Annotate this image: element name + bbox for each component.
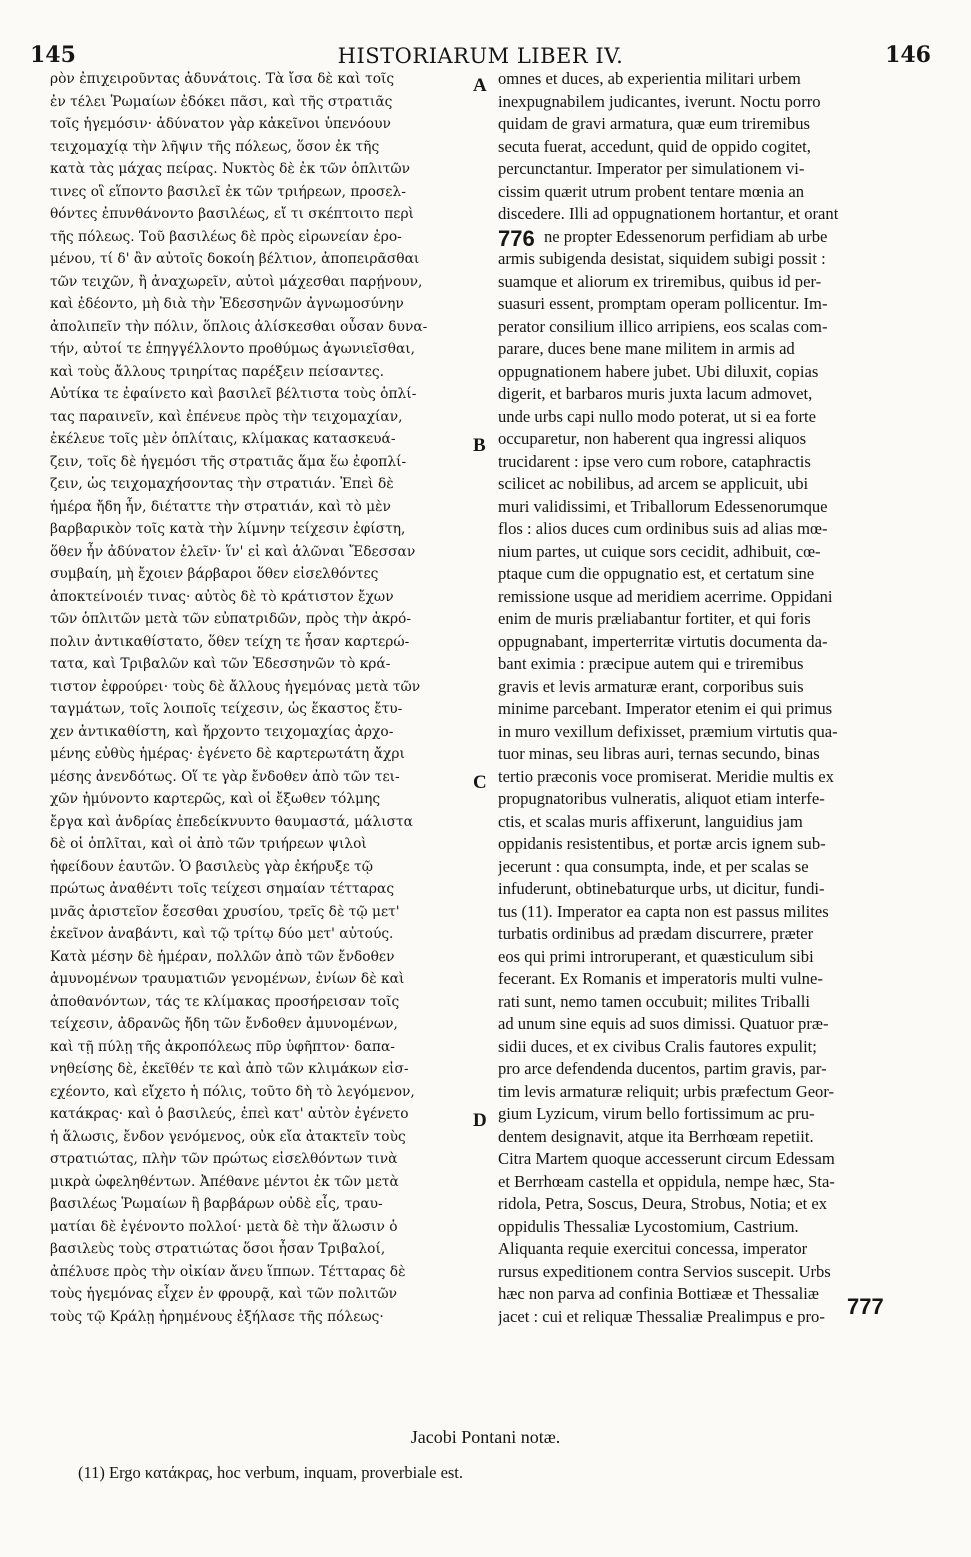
greek-text-line: ἀπολιπεῖν τὴν πόλιν, ὅπλοις ἁλίσκεσθαι οὖσαν δυνα-: [50, 318, 428, 335]
latin-text-line: bant eximia : præcipue autem qui e triremibus: [498, 654, 804, 673]
greek-text-line: χεν ἀντικαθίστη, καὶ ἤρχοντο τειχομαχίας ἀρχο-: [50, 723, 394, 740]
marginal-number-777: 777: [847, 1294, 884, 1319]
greek-text-line: μέσης ἀνενδότως. Οἵ τε γὰρ ἔνδοθεν ἀπὸ τῶν τει-: [50, 768, 400, 785]
greek-text-line: ἐκεῖνον ἀναβάντι, καὶ τῷ τρίτῳ δύο μετ' αὐτούς.: [50, 926, 394, 942]
latin-text-line: percunctantur. Imperator per simulationem vi-: [498, 159, 805, 178]
section-letter-c: C: [473, 772, 487, 793]
latin-text-line: Citra Martem quoque accesserunt circum Edessam: [498, 1149, 835, 1168]
greek-text-line: πρώτως ἀναθέντι τοῖς τείχεσι σημαίαν τέτταρας: [50, 881, 395, 897]
greek-text-line: ἐκέλευε τοῖς μὲν ὁπλίταις, κλίμακας κατασκευά-: [50, 431, 396, 447]
marginal-number-776: 776: [498, 226, 535, 251]
greek-text-line: ἡ ἅλωσις, ἔνδον γενόμενος, οὐκ εἴα ἀτακτεῖν τοὺς: [50, 1128, 406, 1145]
greek-text-line: τοὺς τῷ Κράλῃ ἠρημένους ἐξήλασε τῆς πόλεως·: [50, 1308, 384, 1325]
greek-text-line: Κατὰ μέσην δὲ ἡμέραν, πολλῶν ἀπὸ τῶν ἔνδοθεν: [50, 948, 395, 965]
footnote-11: (11) Ergo κατάκρας, hoc verbum, inquam, proverbiale est.: [78, 1463, 464, 1482]
latin-text-line: minime parcebant. Imperator etenim ei qui primus: [498, 699, 833, 718]
latin-text-line: oppugnationem habere jubet. Ubi diluxit, copias: [498, 361, 819, 381]
page-number-left: 145: [30, 42, 76, 68]
greek-text-line: ρὸν ἐπιχειροῦντας ἀδυνάτοις. Τὰ ἴσα δὲ καὶ τοῖς: [50, 71, 395, 87]
latin-text-line: ctis, et scalas muris affixerunt, languidius jam: [498, 811, 803, 831]
greek-text-line: τατα, καὶ Τριβαλῶν καὶ τῶν Ἐδεσσηνῶν τὸ κρά-: [50, 656, 391, 672]
greek-text-line: ματίαι δὲ ἐγένοντο πολλοί· μετὰ δὲ τὴν ἅλωσιν ὁ: [50, 1218, 398, 1235]
greek-text-line: ὅθεν ἦν ἀδύνατον ἑλεῖν· ἵν' εἰ καὶ ἁλῶναι Ἔδεσσαν: [50, 543, 416, 560]
latin-text-line: tuor minas, seu libras auri, ternas secundo, binas: [498, 744, 820, 763]
greek-text-line: μικρὰ ὠφεληθέντων. Ἀπέθανε μέντοι ἐκ τῶν μετὰ: [50, 1173, 399, 1190]
latin-text-line: Aliquanta requie exercitui concessa, imperator: [498, 1239, 808, 1258]
greek-text-line: τιστον ἐφρούρει· τοὺς δὲ ἄλλους ἡγεμόνας μετὰ τῶν: [50, 678, 421, 695]
greek-text-line: τείχεσιν, ἀδρανῶς ἤδη τῶν ἔνδοθεν ἀμυνομένων,: [50, 1016, 398, 1032]
latin-text-line: et Berrhœam castella et oppidula, nempe hæc, Sta-: [498, 1171, 835, 1191]
latin-text-line: fecerant. Ex Romanis et imperatoris multi vulne-: [498, 969, 823, 988]
latin-text-line: dentem designavit, atque ita Berrhœam repetiit.: [498, 1126, 814, 1146]
greek-text-line: τοῖς ἡγεμόσιν· ἀδύνατον γὰρ κἀκεῖνοι ὑπενόουν: [50, 116, 391, 132]
greek-text-line: κατάκρας· καὶ ὁ βασιλεύς, ἐπεὶ κατ' αὐτὸν ἐγένετο: [50, 1106, 409, 1122]
latin-text-line: occuparetur, non haberent qua ingressi aliquos: [498, 429, 807, 448]
greek-text-line: τῶν ὁπλιτῶν μετὰ τῶν εὐπατριδῶν, πρὸς τὴν ἀκρό-: [50, 611, 412, 627]
latin-text-line: gravis et levis armaturæ erant, corporibus suis: [498, 676, 804, 696]
latin-text-line: tertio præconis voce promiserat. Meridie multis ex: [498, 766, 834, 786]
greek-text-line: ἔργα καὶ ἀνδρίας ἐπεδείκνυντο θαυμαστά, μάλιστα: [50, 813, 413, 830]
latin-text-line: quidam de gravi armatura, quæ eum triremibus: [498, 114, 810, 133]
greek-text-line: καὶ τῇ πύλῃ τῆς ἀκροπόλεως πῦρ ὑφῆπτον· δαπα-: [50, 1038, 395, 1055]
greek-text-line: βασιλεὺς τοὺς στρατιώτας ὅσοι ἦσαν Τριβαλοί,: [50, 1241, 386, 1257]
latin-text-line: tus (11). Imperator ea capta non est passus milites: [498, 901, 829, 921]
greek-text-line: τας παραινεῖν, καὶ ἐπένευε πρὸς τὴν τειχομαχίαν,: [50, 408, 403, 425]
latin-text-line: ne propter Edessenorum perfidiam ab urbe: [544, 226, 828, 246]
greek-text-line: βαρβαρικὸν τοῖς κατὰ τὴν λίμνην τείχεσιν ἐφίστη,: [50, 521, 406, 537]
greek-text-line: κατὰ τὰς μάχας πείρας. Νυκτὸς δὲ ἐκ τῶν ὁπλιτῶν: [50, 161, 411, 177]
latin-text-line: turbatis ordinibus ad prædam discurrere, præter: [498, 924, 814, 943]
greek-text-line: συμβαίη, μὴ ἔχοιεν βάρβαροι ὅθεν εἰσελθόντες: [50, 566, 379, 582]
page-number-right: 146: [885, 42, 931, 68]
latin-text-line: jacet : cui et reliquæ Thessaliæ Prealimpus e pro-: [498, 1306, 825, 1326]
greek-text-line: ἐν τέλει Ῥωμαίων ἐδόκει πᾶσι, καὶ τῆς στρατιᾶς: [50, 93, 393, 110]
latin-text-line: muri validissimi, et Triballorum Edessenorumque: [498, 496, 828, 516]
footnotes-heading: Jacobi Pontani notæ.: [410, 1427, 561, 1447]
greek-text-line: νηθείσης δὲ, ἐκεῖθέν τε καὶ ἀπὸ τῶν κλιμάκων εἰσ-: [50, 1061, 409, 1077]
running-title: HISTORIARUM LIBER IV.: [337, 44, 624, 68]
latin-text-line: omnes et duces, ab experientia militari urbem: [498, 69, 801, 88]
greek-text-line: δὲ οἱ ὁπλῖται, καὶ οἱ ἀπὸ τῶν τριήρεων ψιλοὶ: [50, 836, 367, 852]
latin-text-line: tim levis armaturæ reliquit; urbis præfectum Geor-: [498, 1081, 835, 1101]
latin-text-line: remissione usque ad meridiem acerrime. Oppidani: [498, 586, 833, 606]
greek-text-column: [50, 68, 470, 1328]
latin-text-line: pro arce defendenda ducentos, partim gravis, par-: [498, 1059, 827, 1078]
greek-text-line: μένης εὐθὺς ἡμέρας· ἐγένετο δὲ καρτερωτάτη ἄχρι: [50, 746, 405, 762]
latin-text-line: ad unum sine equis ad suos dimissi. Quatuor præ-: [498, 1014, 829, 1033]
greek-text-line: ζειν, τοῖς δὲ ἡγεμόσι τῆς στρατιᾶς ἅμα ἕω ἐφοπλί-: [50, 453, 407, 470]
greek-text-line: μνᾶς ἀριστεῖον ἔσεσθαι χρυσίου, τρεῖς δὲ τῷ μετ': [50, 903, 400, 920]
greek-text-line: ἠφείδουν ἑαυτῶν. Ὁ βασιλεὺς γὰρ ἐκήρυξε τῷ: [50, 858, 374, 875]
greek-text-line: ἡμέρα ἤδη ἦν, διέταττε τὴν στρατιάν, καὶ τὸ μὲν: [50, 498, 391, 515]
latin-text-line: suasuri essent, promptam operam pollicentur. Im-: [498, 294, 828, 313]
latin-text-line: ptaque cum die oppugnatio est, et certatum sine: [498, 564, 815, 583]
greek-text-line: ζειν, ὡς τειχομαχήσοντας τὴν στρατιάν. Ἐπεὶ δὲ: [50, 476, 394, 492]
latin-text-line: cissim quærit utrum probent tentare mœnia an: [498, 181, 804, 201]
latin-text-line: discedere. Illi ad oppugnationem hortantur, et orant: [498, 204, 839, 223]
latin-text-line: scilicet ac nobilibus, ad arcem se applicuit, ubi: [498, 474, 809, 493]
greek-text-line: θόντες ἐπυνθάνοντο βασιλέως, εἴ τι σκέπτοιτο περὶ: [50, 206, 414, 222]
latin-text-line: rursus expeditionem contra Servios suscepit. Urbs: [498, 1261, 831, 1281]
latin-text-line: trucidarent : ipse vero cum robore, cataphractis: [498, 451, 811, 471]
latin-text-line: perator consilium illico arripiens, eos scalas com-: [498, 316, 828, 336]
latin-text-line: ridola, Petra, Soscus, Deura, Strobus, Notia; et ex: [498, 1194, 828, 1213]
greek-text-line: καὶ τοὺς ἄλλους τριηρίτας παρέξειν πείσαντες.: [50, 363, 385, 380]
greek-text-line: ἀποκτείνοιέν τινας· αὐτὸς δὲ τὸ κράτιστον ἔχων: [50, 588, 394, 605]
greek-text-line: καὶ ἐδέοντο, μὴ διὰ τὴν Ἐδεσσηνῶν ἀγνωμοσύνην: [50, 296, 404, 312]
latin-text-line: oppidanis resistentibus, et portæ arcis ignem sub-: [498, 834, 826, 853]
latin-text-line: jecerunt : qua consumpta, inde, et per scalas se: [498, 856, 809, 876]
latin-text-line: rati sunt, nemo tamen occubuit; milites Triballi: [498, 991, 811, 1011]
greek-text-line: Αὐτίκα τε ἐφαίνετο καὶ βασιλεῖ βέλτιστα τοὺς ὁπλί-: [50, 386, 417, 402]
greek-text-line: τήν, αὐτοί τε ἐπηγγέλλοντο προθύμως ἀγωνιεῖσθαι,: [50, 341, 416, 357]
greek-text-line: χῶν ἠμύνοντο καρτερῶς, καὶ οἱ ἔξωθεν τόλμης: [50, 791, 381, 807]
latin-text-column: [498, 68, 938, 1328]
greek-text-line: ταγμάτων, τοῖς λοιποῖς τείχεσιν, ὡς ἕκαστος ἔτυ-: [50, 701, 403, 717]
latin-text-line: in muro vexillum defixisset, præmium virtutis qua-: [498, 721, 838, 741]
latin-text-line: oppidulis Thessaliæ Lycostomium, Castrium.: [498, 1216, 799, 1236]
latin-text-line: sidii duces, et ex civibus Cralis fautores expulit;: [498, 1036, 817, 1056]
greek-text-line: τινες οἳ εἵποντο βασιλεῖ ἐκ τῶν τριήρεων, προσελ-: [50, 183, 406, 200]
section-letter-b: B: [473, 435, 486, 456]
latin-text-line: unde urbs capi nullo modo poterat, ut si ea forte: [498, 406, 816, 426]
latin-text-line: infuderunt, obtinebaturque urbs, ut dicitur, fundi-: [498, 879, 825, 898]
greek-text-line: εχέοντο, καὶ εἴχετο ἡ πόλις, τοῦτο δὴ τὸ λεγόμενον,: [50, 1083, 415, 1100]
greek-text-line: στρατιώτας, πλὴν τῶν πρώτως εἰσελθόντων τινὰ: [50, 1151, 398, 1167]
latin-text-line: enim de muris præliabantur fortiter, et qui foris: [498, 609, 811, 628]
latin-text-line: propugnatoribus vulneratis, aliquot etiam interfe-: [498, 789, 825, 808]
greek-text-line: τοὺς ἡγεμόνας εἶχεν ἐν φρουρᾷ, καὶ τῶν πολιτῶν: [50, 1286, 398, 1302]
greek-text-line: βασιλέως Ῥωμαίων ἢ βαρβάρων οὐδὲ εἷς, τραυ-: [50, 1196, 383, 1212]
greek-text-line: τῶν τειχῶν, ἢ ἀναχωρεῖν, αὐτοὶ μάχεσθαι παρῄνουν,: [50, 273, 423, 290]
greek-text-line: ἀπέλυσε πρὸς τὴν οἰκίαν ἄνευ ἵππων. Τέτταρας δὲ: [50, 1263, 406, 1280]
latin-text-line: parare, duces bene mane militem in armis ad: [498, 339, 795, 358]
greek-text-line: πολιν ἀντικαθίστατο, ὅθεν τείχη τε ἦσαν καρτερώ-: [50, 633, 410, 650]
greek-text-line: τειχομαχίᾳ τὴν λῆψιν τῆς πόλεως, ὅσον ἐκ τῆς: [50, 138, 380, 155]
greek-text-line: μένου, τί δ' ἂν αὐτοῖς δοκοίη βέλτιον, ἀποπειρᾶσθαι: [50, 251, 420, 267]
latin-text-line: oppugnabant, imperterritæ virtutis documenta da-: [498, 631, 828, 651]
latin-text-line: eos qui primi introruperant, et quæsticulum sibi: [498, 946, 814, 966]
latin-text-line: flos : alios duces cum ordinibus suis ad alias mœ-: [498, 519, 828, 538]
latin-text-line: inexpugnabilem judicantes, iverunt. Noctu porro: [498, 91, 821, 111]
latin-text-line: gium Lyzicum, virum bello fortissimum ac pru-: [498, 1104, 815, 1123]
latin-text-line: suamque et aliorum ex triremibus, quibus id per-: [498, 271, 822, 291]
latin-text-line: nium partes, ut cuique sors cecidit, adhibuit, cœ-: [498, 541, 821, 561]
latin-text-line: digerit, et barbaros muris juxta lacum admovet,: [498, 384, 813, 403]
latin-text-line: secuta fuerat, accedunt, quid de oppido cogitet,: [498, 136, 811, 156]
section-letter-d: D: [473, 1110, 487, 1131]
greek-text-line: ἀμυνομένων τραυματιῶν γενομένων, ἐνίων δὲ καὶ: [50, 971, 405, 987]
section-letter-a: A: [473, 75, 487, 96]
latin-text-line: hæc non parva ad confinia Bottiææ et Thessaliæ: [498, 1284, 819, 1303]
latin-text-line: armis subigenda desistat, siquidem subigi possit :: [498, 249, 826, 268]
greek-text-line: τῆς πόλεως. Τοῦ βασιλέως δὲ πρὸς εἰρωνείαν ἐρο-: [50, 228, 402, 245]
greek-text-line: ἀποθανόντων, τάς τε κλίμακας προσήρεισαν τοῖς: [50, 993, 400, 1010]
